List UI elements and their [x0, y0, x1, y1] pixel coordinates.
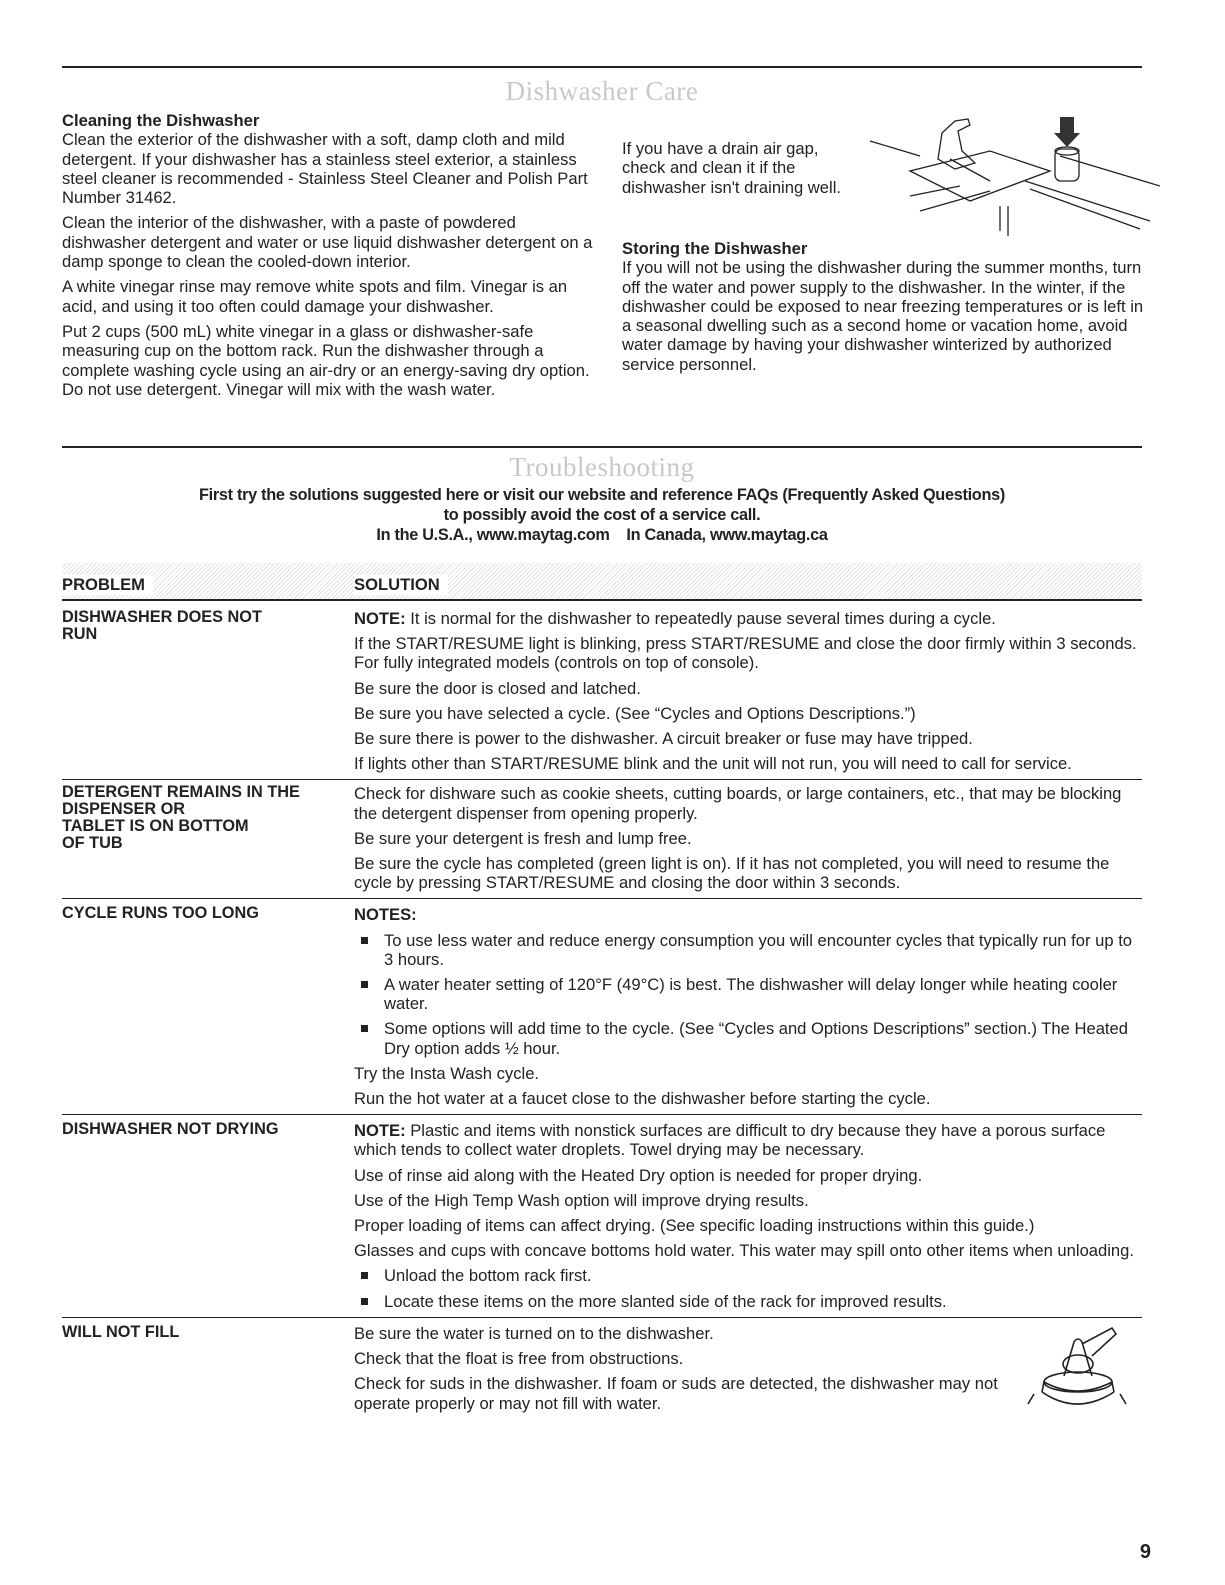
- problem-line: OF TUB: [62, 834, 123, 853]
- table-row: [62, 1115, 1142, 1311]
- problem-cell: DISHWASHER NOT DRYING: [62, 1120, 279, 1139]
- solution-item: Be sure you have selected a cycle. (See “Cycles and Options Descriptions.”): [354, 703, 916, 723]
- problem-cell: [62, 784, 347, 852]
- solution-item: Check for dishware such as cookie sheets, cutting boards, or large containers, etc., that may be blocking the detergent dispenser from opening properly.: [354, 784, 1122, 823]
- solution-item: Run the hot water at a faucet close to the dishwasher before starting the cycle.: [354, 1089, 931, 1109]
- airgap-block: [622, 111, 1152, 239]
- solution-cell: [354, 784, 1142, 892]
- solution-item: Use of rinse aid along with the Heated Dry option is needed for proper drying.: [354, 1165, 923, 1185]
- float-illustration: [1022, 1324, 1132, 1424]
- cleaning-para: Put 2 cups (500 mL) white vinegar in a glass or dishwasher-safe measuring cup on the bottom rack. Run the dishwasher through a complete washing cycle using an air-dry or an energy-saving dry option. Do not use detergent. Vinegar will mix with the wash water.: [62, 321, 590, 399]
- drain-air-gap-illustration: [850, 111, 1160, 241]
- table-header: [62, 563, 1142, 601]
- cleaning-para: Clean the interior of the dishwasher, with a paste of powdered dishwasher detergent and water or use liquid dishwasher detergent on a damp sponge to clean the cooled-down interior.: [62, 213, 593, 272]
- storing-column: [622, 111, 1152, 380]
- trouble-title: Troubleshooting: [509, 452, 695, 482]
- bullet-item: Locate these items on the more slanted side of the rack for improved results.: [354, 1292, 1142, 1311]
- solution-item: Use of the High Temp Wash option will improve drying results.: [354, 1190, 809, 1210]
- solution-item: Proper loading of items can affect drying. (See specific loading instructions within this guide.): [354, 1216, 1035, 1236]
- note-text: Plastic and items with nonstick surfaces are difficult to dry because they have a porous surface which tends to collect water droplets. Towel drying may be necessary.: [354, 1121, 1106, 1160]
- cleaning-para: A white vinegar rinse may remove white spots and film. Vinegar is an acid, and using it too often could damage your dishwasher.: [62, 277, 568, 316]
- notes-label: NOTES:: [354, 905, 417, 925]
- intro-line: In the U.S.A., www.maytag.com In Canada, www.maytag.ca: [376, 526, 828, 544]
- solution-item: Glasses and cups with concave bottoms hold water. This water may spill onto other items when unloading.: [354, 1241, 1135, 1261]
- bullet-item: A water heater setting of 120°F (49°C) is best. The dishwasher will delay longer while heating cooler water.: [354, 975, 1142, 1013]
- trouble-rule: [62, 446, 1142, 448]
- solution-item: Check that the float is free from obstructions.: [354, 1349, 684, 1369]
- problem-cell: WILL NOT FILL: [62, 1322, 180, 1341]
- solution-cell: [354, 905, 1142, 1108]
- solution-item: Be sure the cycle has completed (green light is on). If it has not completed, you will need to resume the cycle by pressing START/RESUME and closing the door within 3 seconds.: [354, 854, 1110, 893]
- page-number: 9: [1139, 1541, 1151, 1563]
- problem-line: DISPENSER OR: [62, 800, 186, 819]
- note: [354, 609, 1142, 628]
- problem-line: DETERGENT REMAINS IN THE: [62, 783, 300, 802]
- bullet-item: To use less water and reduce energy consumption you will encounter cycles that typically run for up to 3 hours.: [354, 931, 1142, 969]
- storing-text: If you will not be using the dishwasher during the summer months, turn off the water and power supply to the dishwasher. In the winter, if the dishwasher could be exposed to near freezing temperatures or is left in a seasonal dwelling such as a second home or vacation home, avoid water damage by having your dishwasher winterized by authorized service personnel.: [622, 258, 1144, 374]
- solution-item: Try the Insta Wash cycle.: [354, 1063, 540, 1083]
- solution-item: Be sure the door is closed and latched.: [354, 678, 641, 698]
- problem-cell: CYCLE RUNS TOO LONG: [62, 904, 259, 923]
- solution-item: Be sure your detergent is fresh and lump free.: [354, 828, 692, 848]
- solution-item: Check for suds in the dishwasher. If foam or suds are detected, the dishwasher may not operate properly or may not fill with water.: [354, 1374, 998, 1413]
- bullet-item: Some options will add time to the cycle. (See “Cycles and Options Descriptions” section.) The Heated Dry option adds ½ hour.: [354, 1019, 1142, 1057]
- solution-item: Be sure there is power to the dishwasher. A circuit breaker or fuse may have tripped.: [354, 729, 973, 749]
- solution-item: Be sure the water is turned on to the dishwasher.: [354, 1323, 714, 1343]
- note-label: NOTE:: [354, 609, 406, 628]
- problem-line: TABLET IS ON BOTTOM: [62, 817, 249, 836]
- solution-item: If lights other than START/RESUME blink and the unit will not run, you will need to call for service.: [354, 754, 1072, 774]
- table-row: [62, 1318, 1142, 1413]
- solution-item: If the START/RESUME light is blinking, press START/RESUME and close the door firmly within 3 seconds. For fully integrated models (controls on top of console).: [354, 634, 1137, 673]
- solution-cell: [354, 1121, 1142, 1311]
- page: [62, 0, 1142, 1419]
- problem-cell: DISHWASHER DOES NOT RUN: [62, 608, 262, 643]
- table-row: [62, 899, 1142, 1108]
- cleaning-para: Clean the exterior of the dishwasher with a soft, damp cloth and mild detergent. If your dishwasher has a stainless steel exterior, a stainless steel cleaner is recommended - Stainless Steel Cleaner and Polish Part Number 31462.: [62, 130, 588, 208]
- storing-heading: Storing the Dishwasher: [622, 239, 808, 258]
- solution-column-header: SOLUTION: [354, 575, 448, 595]
- table-row: [62, 601, 1142, 773]
- care-title: Dishwasher Care: [505, 76, 699, 106]
- cleaning-column: [62, 111, 602, 405]
- note: [354, 1121, 1142, 1159]
- bullet-item: Unload the bottom rack first.: [354, 1266, 1142, 1285]
- note-label: NOTE:: [354, 1121, 406, 1141]
- table-row: [62, 780, 1142, 892]
- care-section: [62, 111, 1142, 446]
- solution-cell: [354, 609, 1142, 773]
- problem-column-header: PROBLEM: [62, 575, 153, 595]
- top-rule: [62, 66, 1142, 68]
- intro-line: to possibly avoid the cost of a service call.: [443, 506, 761, 524]
- cleaning-heading: Cleaning the Dishwasher: [62, 111, 260, 130]
- trouble-intro: [62, 485, 1142, 545]
- intro-line: First try the solutions suggested here or visit our website and reference FAQs (Frequently Asked Questions): [199, 486, 1005, 504]
- note-text: It is normal for the dishwasher to repeatedly pause several times during a cycle.: [405, 609, 996, 628]
- airgap-text: If you have a drain air gap, check and clean it if the dishwasher isn't draining well.: [622, 139, 841, 197]
